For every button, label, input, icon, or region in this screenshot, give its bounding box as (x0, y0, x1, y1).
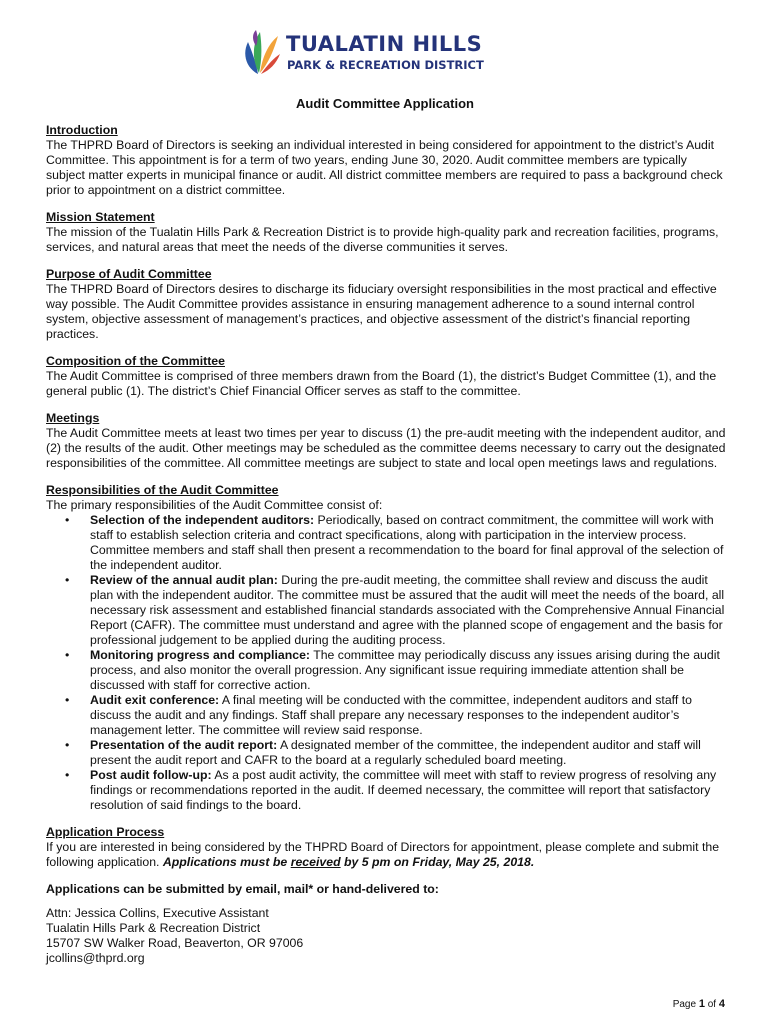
list-item (46, 738, 726, 768)
logo-subtitle: PARK & RECREATION DISTRICT (287, 58, 484, 72)
leaf-logo-icon (240, 28, 282, 76)
bullet: • (65, 513, 70, 527)
mission-text: The mission of the Tualatin Hills Park & Recreation District is to provide high-quality park and recreation facilities, programs, services, and natural areas that meet the needs of the diverse communities it serves. (46, 225, 719, 254)
item-text: A final meeting will be conducted with the committee, independent auditors and staff to discuss the audit and any findings. Staff shall prepare any necessary responses to the independent auditor’s management letter. The committee will review said response. (90, 693, 692, 737)
document-body (46, 123, 726, 978)
document-title: Audit Committee Application (296, 96, 474, 111)
responsibilities-list (46, 513, 726, 813)
purpose-text: The THPRD Board of Directors desires to discharge its fiduciary oversight responsibilities in the most practical and effective way possible. The Audit Committee provides assistance in ensuring management adherence to a sound internal control system, objective assessment of management’s practices, and objective assessment of the district’s financial reporting practices. (46, 282, 717, 341)
submission-heading: Applications can be submitted by email, mail* or hand-delivered to: (46, 882, 439, 896)
submission-section (46, 882, 726, 966)
item-text: Periodically, based on contract commitment, the committee will work with staff to establish selection criteria and contract specifications, along with participation in the interview process. Committee members and staff shall then present a recommendation to the board for final approval of the selection of the independent auditor. (90, 513, 724, 572)
list-item (46, 693, 726, 738)
responsibilities-intro: The primary responsibilities of the Audit Committee consist of: (46, 498, 383, 512)
intro-text: The THPRD Board of Directors is seeking an individual interested in being considered for appointment to the district’s Audit Committee. This appointment is for a term of two years, ending June 30, 2020. Audit committee members are typically subject matter experts in municipal finance or audit. All district committee members are required to pass a background check prior to appointment on a district committee. (46, 138, 723, 197)
application-heading: Application Process (46, 825, 165, 839)
deadline-pre: Applications must be (162, 855, 291, 869)
composition-section (46, 354, 726, 399)
list-item (46, 573, 726, 648)
composition-heading: Composition of the Committee (46, 354, 225, 368)
address-line: Tualatin Hills Park & Recreation District (46, 921, 261, 935)
page-current: 1 (698, 998, 705, 1010)
item-title: Review of the annual audit plan: (90, 573, 278, 587)
page-total: 4 (718, 998, 725, 1010)
meetings-section (46, 411, 726, 471)
composition-text: The Audit Committee is comprised of three members drawn from the Board (1), the district’s Budget Committee (1), and the general public (1). The district’s Chief Financial Officer serves as staff to the committee. (46, 369, 717, 398)
intro-heading: Introduction (46, 123, 118, 137)
page-word: Page (672, 999, 697, 1010)
list-item (46, 768, 726, 813)
item-text: The committee may periodically discuss any issues arising during the audit process, and also monitor the overall progression. Any significant issue requiring immediate attention shall be discussed with staff for corrective action. (90, 648, 720, 692)
bullet: • (65, 573, 70, 587)
application-body: If you are interested in being considered by the THPRD Board of Directors for appointment, please complete and submit the following application. (46, 840, 720, 869)
purpose-heading: Purpose of Audit Committee (46, 267, 212, 281)
item-title: Audit exit conference: (90, 693, 220, 707)
bullet: • (65, 648, 70, 662)
application-section (46, 825, 726, 870)
address-line: Attn: Jessica Collins, Executive Assistant (46, 906, 269, 920)
list-item (46, 513, 726, 573)
item-text: A designated member of the committee, the independent auditor and staff will present the audit report and CAFR to the board at a regularly scheduled board meeting. (90, 738, 701, 767)
mission-heading: Mission Statement (46, 210, 155, 224)
bullet: • (65, 738, 70, 752)
page-footer (673, 998, 725, 1010)
item-text: As a post audit activity, the committee will meet with staff to review progress of resolving any findings or recommendations reported in the audit. If deemed necessary, the committee will report that satisfactory resolution of said findings to the board. (90, 768, 717, 812)
bullet: • (65, 768, 70, 782)
responsibilities-heading: Responsibilities of the Audit Committee (46, 483, 279, 497)
application-text (46, 840, 726, 870)
deadline-received: received (290, 855, 341, 869)
mission-section (46, 210, 726, 255)
deadline-post: by 5 pm on Friday, May 25, 2018. (340, 855, 535, 869)
item-title: Selection of the independent auditors: (90, 513, 315, 527)
meetings-heading: Meetings (46, 411, 100, 425)
intro-section (46, 123, 726, 198)
item-title: Post audit follow-up: (90, 768, 212, 782)
item-title: Monitoring progress and compliance: (90, 648, 310, 662)
purpose-section (46, 267, 726, 342)
meetings-text: The Audit Committee meets at least two times per year to discuss (1) the pre-audit meeting with the independent auditor, and (2) the results of the audit. Other meetings may be scheduled as the committee deems necessary to carry out the designated responsibilities of the committee. All committee meetings are subject to state and local open meetings laws and regulations. (46, 426, 726, 470)
of-word: of (707, 999, 717, 1010)
bullet: • (65, 693, 70, 707)
responsibilities-section (46, 483, 726, 813)
logo-title: TUALATIN HILLS (286, 32, 483, 56)
item-title: Presentation of the audit report: (90, 738, 278, 752)
item-text: During the pre-audit meeting, the committee shall review and discuss the audit plan with the independent auditor. The committee must be assured that the audit will meet the needs of the board, all necessary risk assessment and established financial standards associated with the Comprehensive Annual Financial Report (CAFR). The committee must understand and agree with the planned scope of engagement and the basis for professional judgement to be applied during the auditing process. (90, 573, 725, 647)
email-address: jcollins@thprd.org (46, 951, 145, 965)
list-item (46, 648, 726, 693)
address-line: 15707 SW Walker Road, Beaverton, OR 97006 (46, 936, 304, 950)
thprd-logo (240, 28, 510, 76)
